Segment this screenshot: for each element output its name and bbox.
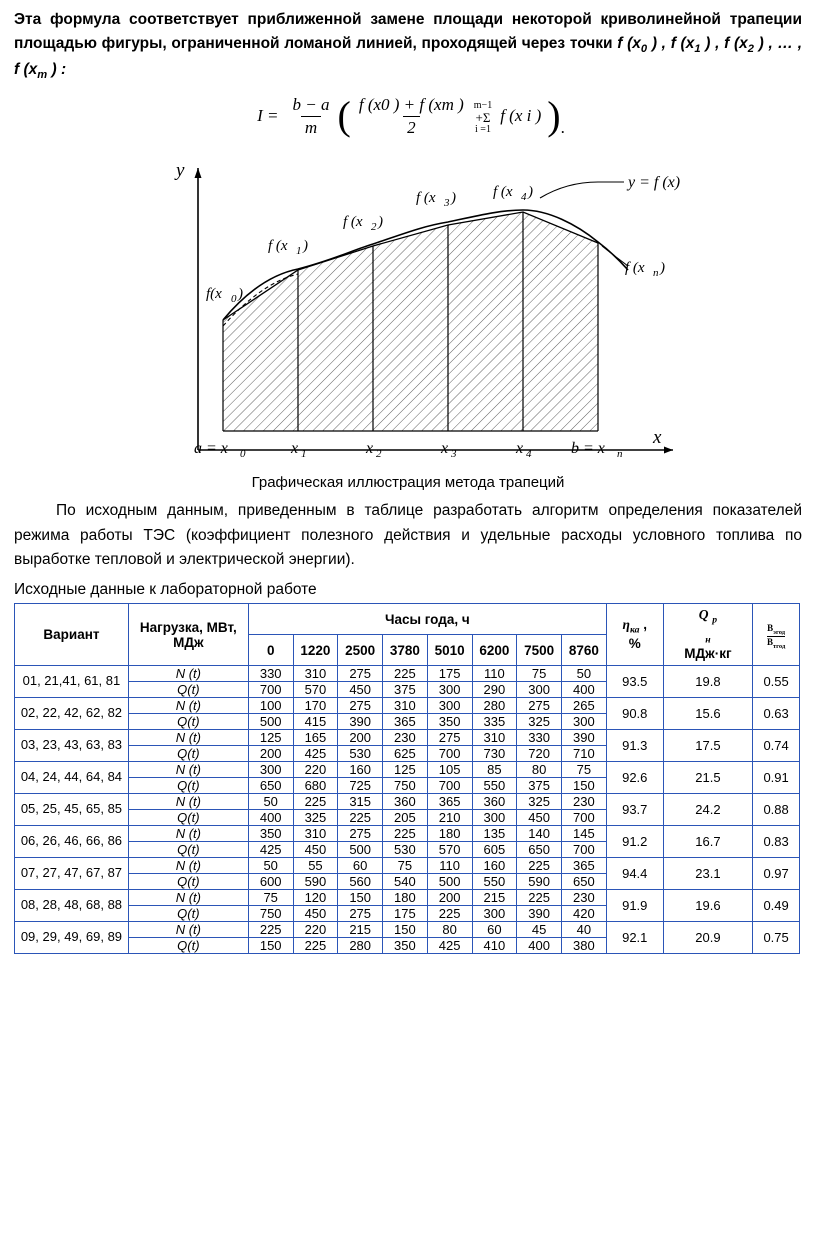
hours-col-2: 2500 xyxy=(338,635,383,666)
cell-n: 125 xyxy=(248,730,293,746)
variant-cell: 07, 27, 47, 67, 87 xyxy=(15,858,129,890)
cell-n: 360 xyxy=(472,794,517,810)
cell-eta: 91.3 xyxy=(606,730,663,762)
table-row xyxy=(15,730,800,746)
point-label-0-close: ) xyxy=(238,285,243,302)
cell-n: 230 xyxy=(561,794,606,810)
svg-text:n: n xyxy=(653,266,659,279)
svg-text:): ) xyxy=(660,259,665,276)
svg-text:): ) xyxy=(303,237,308,254)
cell-q-series: 205 xyxy=(383,810,428,826)
cell-eta: 94.4 xyxy=(606,858,663,890)
load-label-q: Q(t) xyxy=(128,746,248,762)
intro-text: Эта формула соответствует приближенной замене площади некоторой криволинейной трапеции площадью фигуры, ограниченной ломаной линией, проходящей через точки xyxy=(14,11,802,53)
cell-q-series: 500 xyxy=(338,842,383,858)
cell-b: 0.55 xyxy=(753,666,800,698)
cell-b: 0.49 xyxy=(753,890,800,922)
load-label-n: N (t) xyxy=(128,922,248,938)
cell-q-series: 700 xyxy=(427,746,472,762)
cell-q-series: 560 xyxy=(338,874,383,890)
cell-n: 55 xyxy=(293,858,338,874)
figure-caption: Графическая иллюстрация метода трапеций xyxy=(251,473,565,491)
cell-q-series: 275 xyxy=(338,906,383,922)
table-row xyxy=(15,762,800,778)
cell-b: 0.88 xyxy=(753,794,800,826)
table-row xyxy=(15,698,800,714)
right-paren: ) xyxy=(547,93,561,139)
cell-n: 50 xyxy=(248,794,293,810)
cell-n: 315 xyxy=(338,794,383,810)
load-label-q: Q(t) xyxy=(128,682,248,698)
cell-q-series: 210 xyxy=(427,810,472,826)
cell-n: 75 xyxy=(383,858,428,874)
intro-paragraph xyxy=(14,8,802,85)
cell-q-series: 450 xyxy=(517,810,562,826)
cell-n: 220 xyxy=(293,922,338,938)
cell-q-series: 325 xyxy=(517,714,562,730)
cell-q-series: 225 xyxy=(427,906,472,922)
sum-upper-limit: m−1 xyxy=(473,99,493,111)
hours-col-4: 5010 xyxy=(427,635,472,666)
curve-label: y = f (x) xyxy=(628,173,681,191)
cell-q-series: 425 xyxy=(293,746,338,762)
cell-n: 215 xyxy=(472,890,517,906)
cell-n: 85 xyxy=(472,762,517,778)
cell-n: 310 xyxy=(472,730,517,746)
variant-cell: 03, 23, 43, 63, 83 xyxy=(15,730,129,762)
cell-q-series: 650 xyxy=(517,842,562,858)
point-label-0: f(x xyxy=(206,285,222,302)
cell-n: 310 xyxy=(293,826,338,842)
table-row xyxy=(15,794,800,810)
cell-q-series: 650 xyxy=(248,778,293,794)
cell-q-series: 700 xyxy=(427,778,472,794)
cell-n: 390 xyxy=(561,730,606,746)
cell-n: 230 xyxy=(383,730,428,746)
cell-n: 140 xyxy=(517,826,562,842)
cell-q-series: 530 xyxy=(338,746,383,762)
cell-q: 20.9 xyxy=(663,922,752,954)
cell-q-series: 500 xyxy=(427,874,472,890)
cell-b: 0.75 xyxy=(753,922,800,954)
load-label-n: N (t) xyxy=(128,698,248,714)
x-tick-1: x xyxy=(291,439,299,457)
load-label-q: Q(t) xyxy=(128,842,248,858)
cell-n: 60 xyxy=(472,922,517,938)
summation-symbol xyxy=(474,101,492,136)
formula-outer-denominator: m xyxy=(301,116,321,138)
cell-b: 0.74 xyxy=(753,730,800,762)
cell-n: 75 xyxy=(561,762,606,778)
load-label-n: N (t) xyxy=(128,666,248,682)
cell-n: 160 xyxy=(472,858,517,874)
cell-q-series: 730 xyxy=(472,746,517,762)
cell-n: 60 xyxy=(338,858,383,874)
svg-text:1: 1 xyxy=(301,447,307,460)
cell-n: 230 xyxy=(561,890,606,906)
formula-outer-fraction xyxy=(289,95,334,138)
x-tick-4: x xyxy=(516,439,524,457)
cell-n: 365 xyxy=(561,858,606,874)
intro-points: f ($x_0$ ) , f ($x_1$ ) , f ($x_2$ ) , … , f ($x_m$ ) : xyxy=(14,35,803,82)
point-label-1: f (x xyxy=(268,237,288,254)
cell-eta: 92.1 xyxy=(606,922,663,954)
cell-n: 160 xyxy=(338,762,383,778)
cell-q-series: 390 xyxy=(338,714,383,730)
sum-lower-limit: i =1 xyxy=(475,124,491,136)
cell-n: 275 xyxy=(338,666,383,682)
cell-eta: 91.9 xyxy=(606,890,663,922)
cell-n: 40 xyxy=(561,922,606,938)
hours-col-7: 8760 xyxy=(561,635,606,666)
x-tick-0: a = x xyxy=(194,439,228,457)
cell-n: 145 xyxy=(561,826,606,842)
variant-cell: 04, 24, 44, 64, 84 xyxy=(15,762,129,794)
cell-n: 275 xyxy=(517,698,562,714)
header-hours: Часы года, ч xyxy=(248,604,606,635)
cell-q-series: 415 xyxy=(293,714,338,730)
point-label-0-sub: 0 xyxy=(231,292,237,305)
trapezoid-figure xyxy=(128,150,688,470)
y-axis-label: y xyxy=(176,159,185,181)
cell-q-series: 700 xyxy=(561,810,606,826)
cell-q-series: 300 xyxy=(472,906,517,922)
cell-n: 300 xyxy=(427,698,472,714)
cell-n: 50 xyxy=(248,858,293,874)
cell-q: 17.5 xyxy=(663,730,752,762)
cell-q-series: 225 xyxy=(338,810,383,826)
header-b: $\frac{В_{эгод}}{В_{тгод}}$ xyxy=(753,604,800,666)
svg-text:n: n xyxy=(617,447,623,460)
table-row xyxy=(15,826,800,842)
load-label-q: Q(t) xyxy=(128,906,248,922)
table-row xyxy=(15,858,800,874)
svg-text:1: 1 xyxy=(296,244,302,257)
formula-outer-numerator: b − a xyxy=(292,94,330,114)
cell-n: 110 xyxy=(427,858,472,874)
cell-n: 365 xyxy=(427,794,472,810)
cell-q: 24.2 xyxy=(663,794,752,826)
variant-cell: 05, 25, 45, 65, 85 xyxy=(15,794,129,826)
cell-q: 16.7 xyxy=(663,826,752,858)
cell-q: 21.5 xyxy=(663,762,752,794)
cell-q-series: 570 xyxy=(427,842,472,858)
cell-q-series: 150 xyxy=(248,938,293,954)
load-label-q: Q(t) xyxy=(128,938,248,954)
cell-q-series: 390 xyxy=(517,906,562,922)
cell-n: 275 xyxy=(338,826,383,842)
formula-inner-numerator: f (x0 ) + f (xm ) xyxy=(358,94,464,114)
header-q: Q $_р$ $_н$ МДж·кг xyxy=(663,604,752,666)
cell-n: 150 xyxy=(338,890,383,906)
cell-n: 105 xyxy=(427,762,472,778)
cell-q-series: 375 xyxy=(383,682,428,698)
cell-q-series: 335 xyxy=(472,714,517,730)
cell-q-series: 680 xyxy=(293,778,338,794)
cell-q-series: 400 xyxy=(561,682,606,698)
cell-q-series: 710 xyxy=(561,746,606,762)
cell-q-series: 200 xyxy=(248,746,293,762)
cell-q-series: 175 xyxy=(383,906,428,922)
cell-n: 265 xyxy=(561,698,606,714)
load-label-n: N (t) xyxy=(128,762,248,778)
cell-q-series: 570 xyxy=(293,682,338,698)
cell-q-series: 605 xyxy=(472,842,517,858)
cell-n: 135 xyxy=(472,826,517,842)
formula-inner-denominator: 2 xyxy=(403,116,420,138)
cell-q-series: 400 xyxy=(517,938,562,954)
cell-q: 15.6 xyxy=(663,698,752,730)
cell-q-series: 150 xyxy=(561,778,606,794)
cell-q-series: 720 xyxy=(517,746,562,762)
hours-col-0: 0 xyxy=(248,635,293,666)
cell-q-series: 450 xyxy=(293,906,338,922)
cell-n: 200 xyxy=(338,730,383,746)
svg-text:2: 2 xyxy=(376,447,382,460)
cell-b: 0.83 xyxy=(753,826,800,858)
load-label-n: N (t) xyxy=(128,890,248,906)
point-label-3: f (x xyxy=(416,189,436,206)
load-label-n: N (t) xyxy=(128,730,248,746)
cell-n: 330 xyxy=(248,666,293,682)
cell-n: 175 xyxy=(427,666,472,682)
x-tick-3: x xyxy=(441,439,449,457)
cell-n: 75 xyxy=(517,666,562,682)
cell-n: 275 xyxy=(427,730,472,746)
cell-n: 45 xyxy=(517,922,562,938)
cell-eta: 91.2 xyxy=(606,826,663,858)
cell-n: 275 xyxy=(338,698,383,714)
cell-n: 200 xyxy=(427,890,472,906)
cell-q-series: 450 xyxy=(338,682,383,698)
cell-q-series: 540 xyxy=(383,874,428,890)
variant-cell: 01, 21,41, 61, 81 xyxy=(15,666,129,698)
x-tick-n: b = x xyxy=(571,439,605,457)
cell-q-series: 450 xyxy=(293,842,338,858)
cell-n: 225 xyxy=(517,890,562,906)
cell-n: 125 xyxy=(383,762,428,778)
cell-n: 300 xyxy=(248,762,293,778)
cell-n: 220 xyxy=(293,762,338,778)
load-label-n: N (t) xyxy=(128,826,248,842)
left-paren: ( xyxy=(337,93,351,139)
cell-n: 150 xyxy=(383,922,428,938)
cell-q-series: 420 xyxy=(561,906,606,922)
cell-n: 110 xyxy=(472,666,517,682)
svg-text:4: 4 xyxy=(526,447,532,460)
cell-n: 180 xyxy=(427,826,472,842)
cell-q-series: 500 xyxy=(248,714,293,730)
cell-n: 350 xyxy=(248,826,293,842)
cell-b: 0.91 xyxy=(753,762,800,794)
cell-eta: 92.6 xyxy=(606,762,663,794)
point-label-n: f (x xyxy=(625,259,645,276)
cell-q-series: 300 xyxy=(517,682,562,698)
cell-n: 310 xyxy=(383,698,428,714)
cell-n: 180 xyxy=(383,890,428,906)
svg-text:3: 3 xyxy=(444,196,450,209)
initial-data-table xyxy=(14,603,800,954)
cell-q-series: 590 xyxy=(517,874,562,890)
cell-q-series: 750 xyxy=(383,778,428,794)
cell-q-series: 365 xyxy=(383,714,428,730)
hours-col-3: 3780 xyxy=(383,635,428,666)
hours-col-5: 6200 xyxy=(472,635,517,666)
cell-n: 75 xyxy=(248,890,293,906)
variant-cell: 02, 22, 42, 62, 82 xyxy=(15,698,129,730)
cell-n: 80 xyxy=(427,922,472,938)
load-label-q: Q(t) xyxy=(128,778,248,794)
cell-n: 100 xyxy=(248,698,293,714)
table-row xyxy=(15,890,800,906)
cell-q-series: 410 xyxy=(472,938,517,954)
cell-b: 0.63 xyxy=(753,698,800,730)
cell-n: 360 xyxy=(383,794,428,810)
svg-text:): ) xyxy=(451,189,456,206)
variant-cell: 08, 28, 48, 68, 88 xyxy=(15,890,129,922)
cell-q-series: 425 xyxy=(427,938,472,954)
cell-n: 120 xyxy=(293,890,338,906)
formula-inner-fraction xyxy=(355,95,468,138)
hours-col-1: 1220 xyxy=(293,635,338,666)
cell-q: 23.1 xyxy=(663,858,752,890)
trapezoid-illustration-svg xyxy=(128,150,688,470)
cell-n: 225 xyxy=(517,858,562,874)
cell-q-series: 425 xyxy=(248,842,293,858)
cell-n: 225 xyxy=(248,922,293,938)
variant-cell: 09, 29, 49, 69, 89 xyxy=(15,922,129,954)
cell-q-series: 650 xyxy=(561,874,606,890)
x-axis-label: x xyxy=(653,426,662,448)
point-label-4: f (x xyxy=(493,183,513,200)
formula-period: . xyxy=(560,117,565,137)
table-row xyxy=(15,666,800,682)
table-title: Исходные данные к лабораторной работе xyxy=(14,581,317,599)
cell-q-series: 290 xyxy=(472,682,517,698)
cell-n: 225 xyxy=(383,666,428,682)
header-variant: Вариант xyxy=(15,604,129,666)
cell-n: 225 xyxy=(383,826,428,842)
cell-q-series: 300 xyxy=(427,682,472,698)
load-label-n: N (t) xyxy=(128,794,248,810)
cell-n: 325 xyxy=(517,794,562,810)
hours-col-6: 7500 xyxy=(517,635,562,666)
cell-q: 19.6 xyxy=(663,890,752,922)
cell-n: 225 xyxy=(293,794,338,810)
cell-q-series: 700 xyxy=(248,682,293,698)
cell-n: 80 xyxy=(517,762,562,778)
cell-n: 170 xyxy=(293,698,338,714)
cell-q-series: 625 xyxy=(383,746,428,762)
task-paragraph: По исходным данным, приведенным в таблице разработать алгоритм определения показателей режима работы ТЭС (коэффициент полезного действия и удельные расходы условного топлива по выработке тепловой и электрической энергии). xyxy=(14,501,802,569)
document-page xyxy=(0,8,816,1244)
svg-text:4: 4 xyxy=(521,190,527,203)
cell-q-series: 375 xyxy=(517,778,562,794)
cell-q: 19.8 xyxy=(663,666,752,698)
table-header-row-1 xyxy=(15,604,800,635)
cell-q-series: 530 xyxy=(383,842,428,858)
header-eta: $\eta_{ка}$ , % xyxy=(606,604,663,666)
cell-n: 330 xyxy=(517,730,562,746)
point-label-2: f (x xyxy=(343,213,363,230)
cell-n: 310 xyxy=(293,666,338,682)
cell-q-series: 280 xyxy=(338,938,383,954)
formula-lhs: I = xyxy=(257,106,279,126)
variant-cell: 06, 26, 46, 66, 86 xyxy=(15,826,129,858)
svg-text:): ) xyxy=(528,183,533,200)
cell-q-series: 300 xyxy=(561,714,606,730)
load-label-n: N (t) xyxy=(128,858,248,874)
header-load: Нагрузка, МВт, МДж xyxy=(128,604,248,666)
cell-q-series: 225 xyxy=(293,938,338,954)
cell-q-series: 325 xyxy=(293,810,338,826)
cell-q-series: 350 xyxy=(383,938,428,954)
cell-q-series: 590 xyxy=(293,874,338,890)
cell-b: 0.97 xyxy=(753,858,800,890)
cell-q-series: 600 xyxy=(248,874,293,890)
load-label-q: Q(t) xyxy=(128,810,248,826)
cell-n: 50 xyxy=(561,666,606,682)
svg-text:): ) xyxy=(378,213,383,230)
cell-n: 280 xyxy=(472,698,517,714)
cell-eta: 93.7 xyxy=(606,794,663,826)
svg-text:2: 2 xyxy=(371,220,377,233)
load-label-q: Q(t) xyxy=(128,874,248,890)
cell-q-series: 300 xyxy=(472,810,517,826)
load-label-q: Q(t) xyxy=(128,714,248,730)
cell-q-series: 400 xyxy=(248,810,293,826)
svg-text:0: 0 xyxy=(240,447,246,460)
cell-q-series: 380 xyxy=(561,938,606,954)
trapezoid-formula xyxy=(0,95,816,138)
cell-q-series: 350 xyxy=(427,714,472,730)
cell-q-series: 725 xyxy=(338,778,383,794)
cell-n: 215 xyxy=(338,922,383,938)
sum-sign: +Σ xyxy=(475,110,491,126)
cell-q-series: 750 xyxy=(248,906,293,922)
cell-eta: 93.5 xyxy=(606,666,663,698)
svg-text:3: 3 xyxy=(451,447,457,460)
cell-q-series: 550 xyxy=(472,778,517,794)
table-row xyxy=(15,922,800,938)
sum-term: f (x i ) xyxy=(500,106,542,126)
cell-eta: 90.8 xyxy=(606,698,663,730)
cell-q-series: 550 xyxy=(472,874,517,890)
x-tick-2: x xyxy=(366,439,374,457)
cell-n: 165 xyxy=(293,730,338,746)
cell-q-series: 700 xyxy=(561,842,606,858)
